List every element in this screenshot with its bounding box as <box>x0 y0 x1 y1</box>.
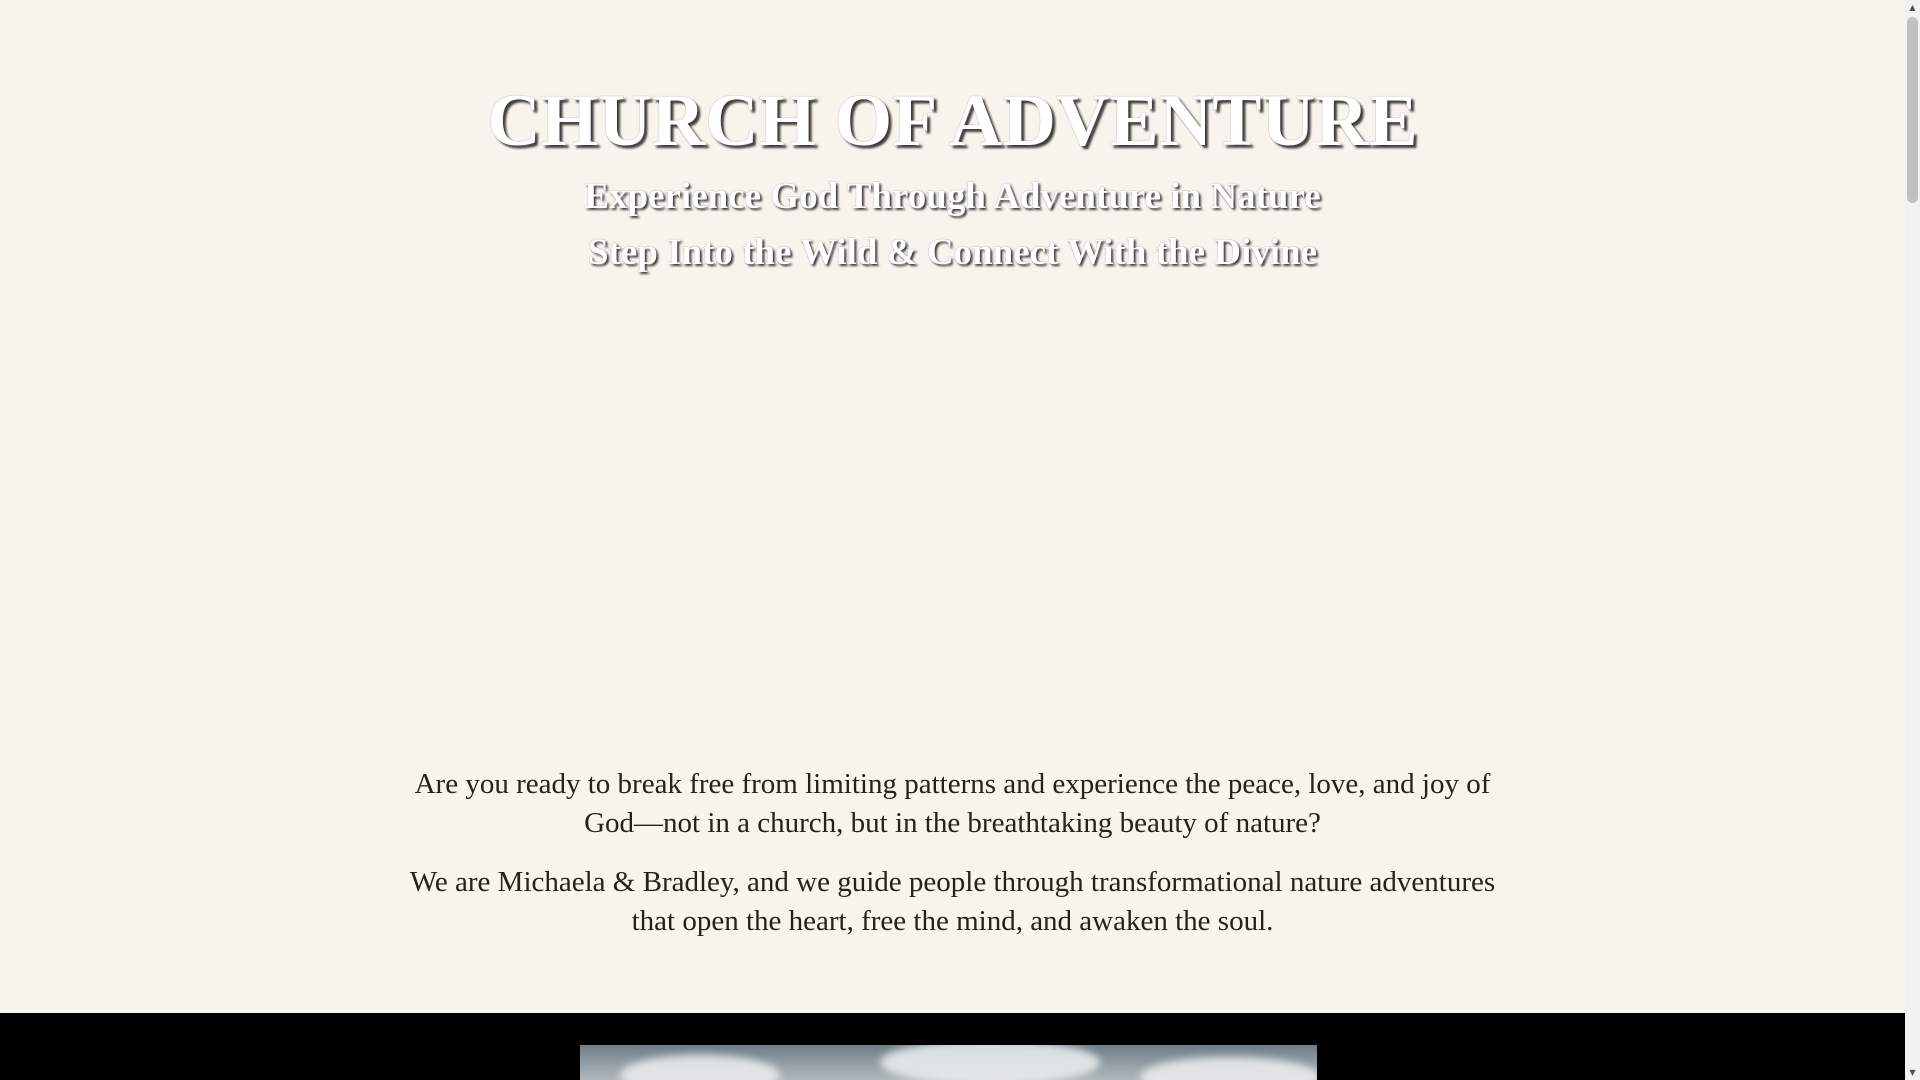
tagline-primary: Experience God Through Adventure in Nature <box>584 176 1321 217</box>
site-title: CHURCH OF ADVENTURE <box>487 80 1418 162</box>
scroll-down-icon[interactable]: ▼ <box>1909 1068 1916 1077</box>
tagline-secondary: Step Into the Wild & Connect With the Divine <box>587 232 1318 273</box>
hero-section <box>0 0 1905 300</box>
page-scrollbar[interactable] <box>1905 0 1920 1080</box>
scroll-thumb[interactable] <box>1907 17 1918 203</box>
photo-cloud <box>880 1045 1100 1080</box>
intro-section <box>400 765 1505 961</box>
photo-cloud <box>620 1055 780 1080</box>
photo-cloud <box>1140 1057 1317 1080</box>
sky-photo <box>580 1045 1317 1080</box>
intro-paragraph-about: We are Michaela & Bradley, and we guide people through transformational nature adventures that open the heart, free the mind, and awaken the soul. <box>409 866 1496 937</box>
scroll-up-icon[interactable]: ▲ <box>1909 3 1916 12</box>
intro-paragraph-question: Are you ready to break free from limiting patterns and experience the peace, love, and joy of God—not in a church, but in the breathtaking beauty of nature? <box>414 768 1491 839</box>
